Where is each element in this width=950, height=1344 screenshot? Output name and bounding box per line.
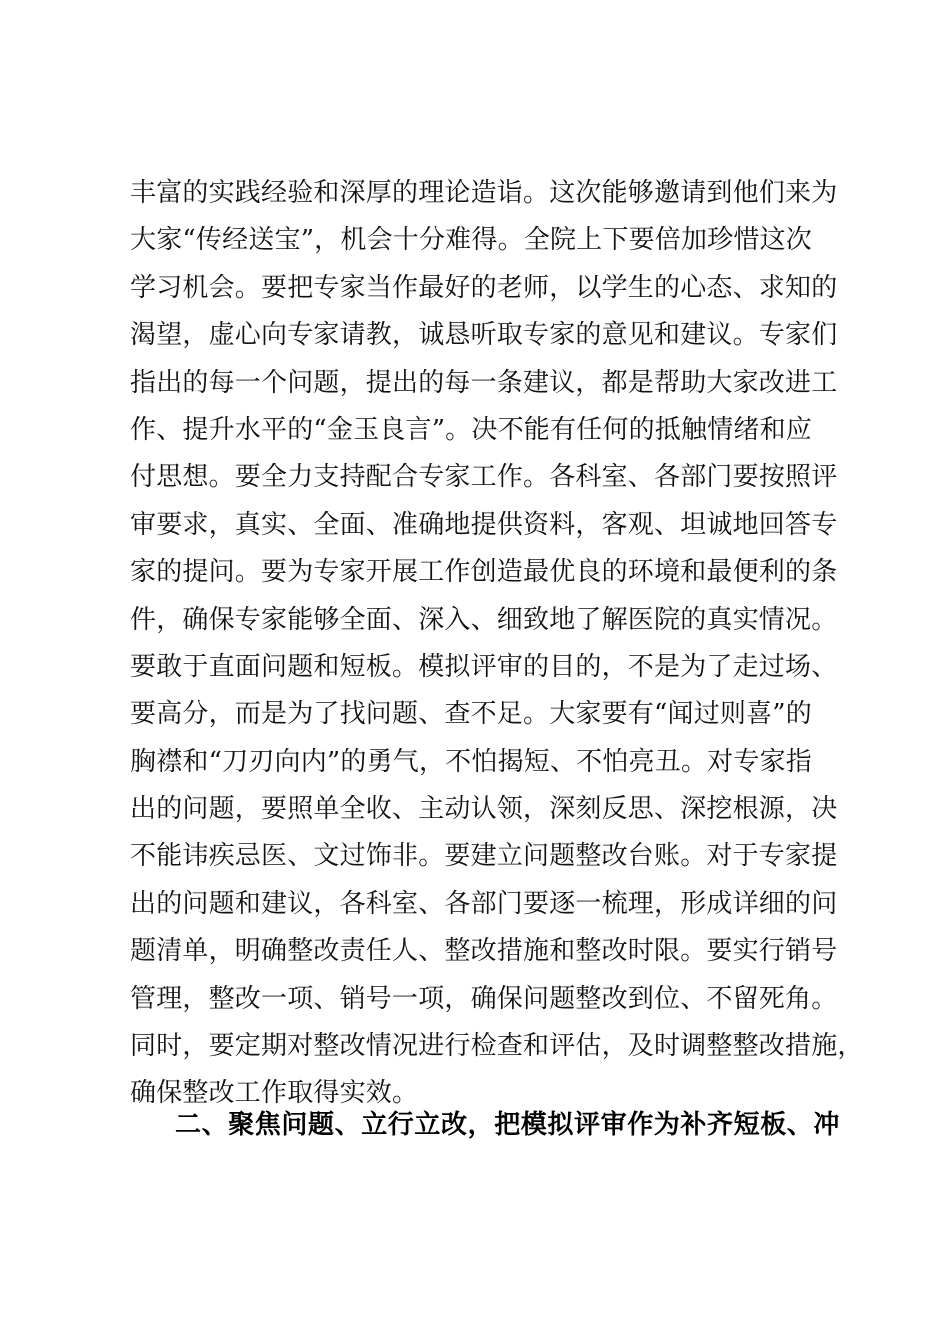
text-line: 要敢于直面问题和短板。模拟评审的目的，不是为了走过场、: [130, 651, 838, 682]
text-line: 件，确保专家能够全面、深入、细致地了解医院的真实情况。: [130, 604, 838, 635]
text-line: 胸襟和“刀刃向内”的勇气，不怕揭短、不怕亮丑。对专家指: [130, 746, 812, 777]
text-line: 丰富的实践经验和深厚的理论造诣。这次能够邀请到他们来为: [130, 178, 838, 208]
text-line: 渴望，虚心向专家请教，诚恳听取专家的意见和建议。专家们: [130, 320, 838, 351]
section-heading: 二、聚焦问题、立行立改，把模拟评审作为补齐短板、冲: [175, 1110, 841, 1140]
text-line: 付思想。要全力支持配合专家工作。各科室、各部门要按照评: [130, 462, 838, 493]
text-line: 审要求，真实、全面、准确地提供资料，客观、坦诚地回答专: [130, 509, 838, 540]
text-line: 确保整改工作取得实效。: [130, 1078, 419, 1109]
text-line: 家的提问。要为专家开展工作创造最优良的环境和最便利的条: [130, 557, 838, 588]
text-line: 出的问题和建议，各科室、各部门要逐一梳理，形成详细的问: [130, 888, 838, 919]
text-line: 要高分，而是为了找问题、查不足。大家要有“闻过则喜”的: [130, 699, 812, 730]
text-line: 不能讳疾忌医、文过饰非。要建立问题整改台账。对于专家提: [130, 841, 838, 872]
text-line: 同时，要定期对整改情况进行检查和评估，及时调整整改措施，: [130, 1031, 864, 1062]
text-line: 指出的每一个问题，提出的每一条建议，都是帮助大家改进工: [130, 367, 838, 398]
text-line: 学习机会。要把专家当作最好的老师，以学生的心态、求知的: [130, 272, 838, 303]
text-line: 作、提升水平的“金玉良言”。决不能有任何的抵触情绪和应: [130, 414, 812, 445]
body-paragraph: [130, 170, 864, 1118]
text-line: 大家“传经送宝”，机会十分难得。全院上下要倍加珍惜这次: [130, 225, 812, 256]
text-line: 出的问题，要照单全收、主动认领，深刻反思、深挖根源，决: [130, 794, 838, 825]
text-line: 管理，整改一项、销号一项，确保问题整改到位、不留死角。: [130, 983, 838, 1014]
text-line: 题清单，明确整改责任人、整改措施和整改时限。要实行销号: [130, 936, 838, 967]
